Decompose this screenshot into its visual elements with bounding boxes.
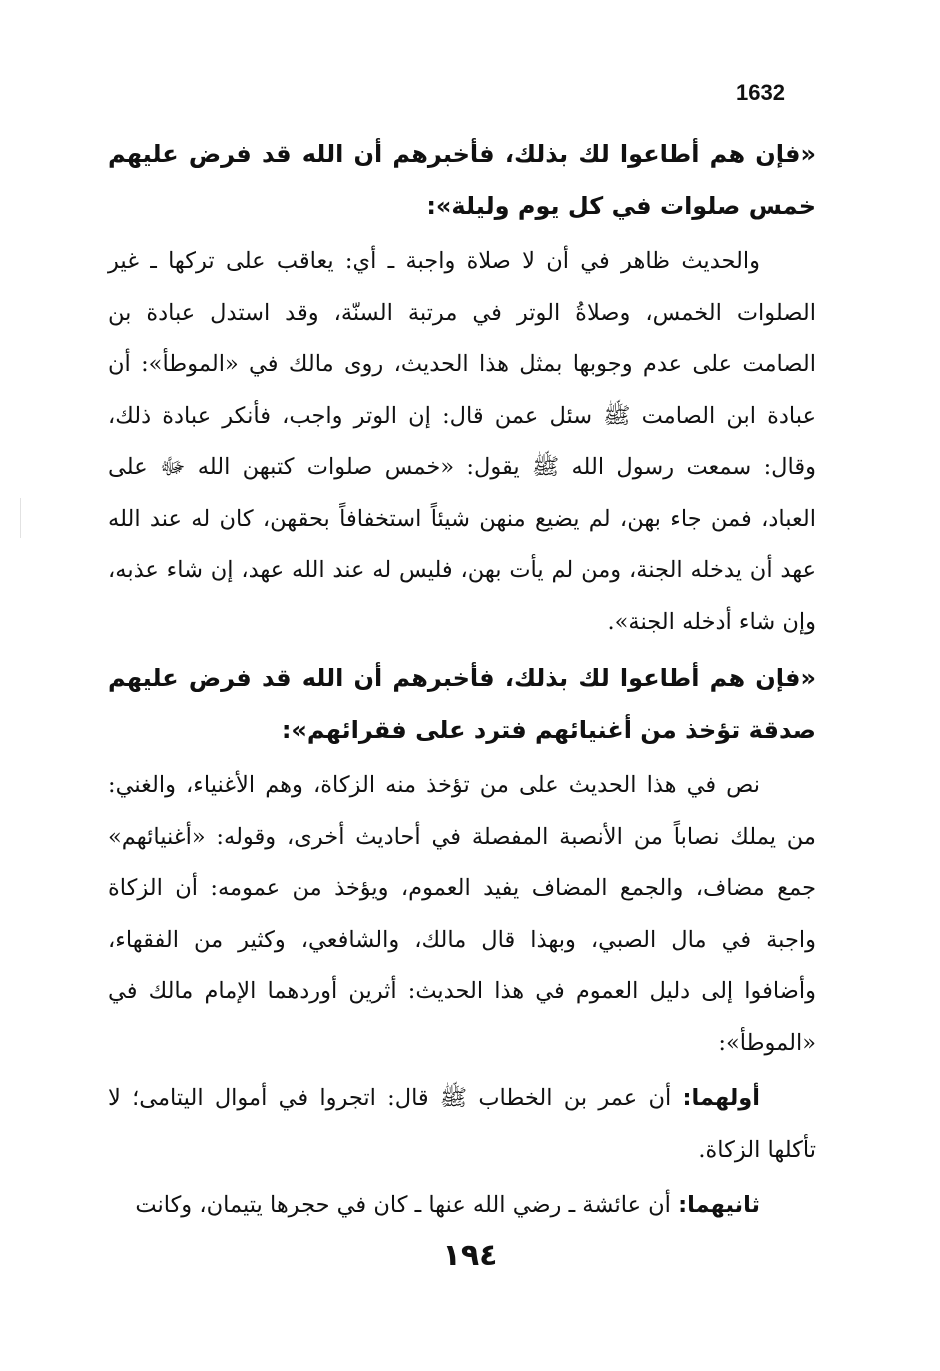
first-narration-paragraph [108,1073,816,1176]
page-edge-mark [20,498,21,538]
page-reference-number: 1632 [736,80,785,105]
second-narration-label: ثانيهما: [678,1192,760,1218]
commentary-paragraph-prayers: والحديث ظاهر في أن لا صلاة واجبة ـ أي: يعاقب على تركها ـ غير الصلوات الخمس، وصلاةُ الوتر في مرتبة السنّة، وقد استدل عبادة بن الصامت على عدم وجوبها بمثل هذا الحديث، روى مالك في «الموطأ»: أن عبادة ابن الصامت ﷺ سئل عمن قال: إن الوتر واجب، فأنكر عبادة ذلك، وقال: سمعت رسول الله ﷺ يقول: «خمس صلوات كتبهن الله ﷻ على العباد، فمن جاء بهن، لم يضيع منهن شيئاً استخفافاً بحقهن، كان له عند الله عهد أن يدخله الجنة، ومن لم يأت بهن، فليس له عند الله عهد، إن شاء عذبه، وإن شاء أدخله الجنة». [108,248,816,635]
hadith-heading-charity: «فإن هم أطاعوا لك بذلك، فأخبرهم أن الله قد فرض عليهم صدقة تؤخذ من أغنيائهم فترد على فقرائهم»: [108,664,816,744]
first-narration-label: أولهما: [682,1085,760,1111]
second-narration-paragraph [108,1180,816,1232]
page-footer-number: ١٩٤ [442,1238,498,1273]
second-narration-text: أن عائشة ـ رضي الله عنها ـ كان في حجرها يتيمان، وكانت [135,1192,679,1218]
first-narration-text: أن عمر بن الخطاب ﷺ قال: اتجروا في أموال اليتامى؛ لا تأكلها الزكاة. [108,1085,816,1163]
hadith-heading-prayers: «فإن هم أطاعوا لك بذلك، فأخبرهم أن الله قد فرض عليهم خمس صلوات في كل يوم وليلة»: [108,140,816,220]
commentary-paragraph-zakat: نص في هذا الحديث على من تؤخذ منه الزكاة، وهم الأغنياء، والغني: من يملك نصاباً من الأنصبة المفصلة في أحاديث أخرى، وقوله: «أغنيائهم» جمع مضاف، والجمع المضاف يفيد العموم، ويؤخذ من عمومه: أن الزكاة واجبة في مال الصبي، وبهذا قال مالك، والشافعي، وكثير من الفقهاء، وأضافوا إلى دليل العموم في هذا الحديث: أثرين أوردهما الإمام مالك في «الموطأ»: [108,772,816,1056]
page-body [108,128,816,1236]
